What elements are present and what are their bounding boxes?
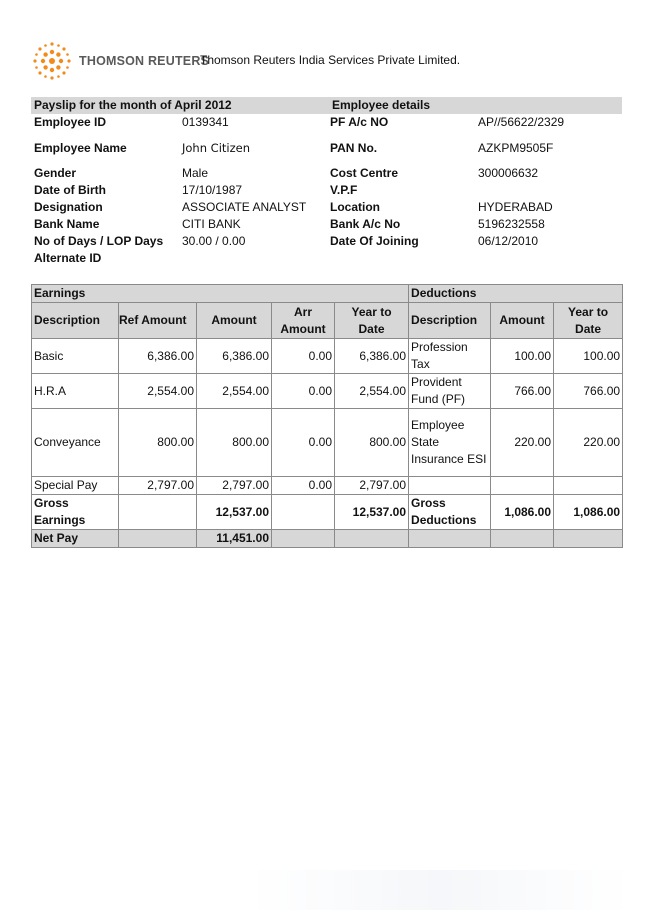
gross-deductions-label: Gross Deductions xyxy=(409,495,491,530)
column-header: Description xyxy=(32,303,119,339)
column-header: Description xyxy=(409,303,491,339)
table-row xyxy=(32,477,623,495)
detail-value: AP//56622/2329 xyxy=(478,115,565,129)
detail-label: No of Days / LOP Days xyxy=(34,234,164,248)
empty-cell xyxy=(119,495,197,530)
deduction-amount: 100.00 xyxy=(491,339,554,374)
deduction-amount: 766.00 xyxy=(491,374,554,409)
ref-amount: 2,797.00 xyxy=(119,477,197,495)
scan-artifact xyxy=(250,870,630,910)
deduction-ytd xyxy=(554,477,623,495)
empty-cell xyxy=(119,530,197,548)
deduction-amount: 220.00 xyxy=(491,409,554,477)
deduction-description xyxy=(409,477,491,495)
earning-description: H.R.A xyxy=(32,374,119,409)
deduction-description: Profession Tax xyxy=(409,339,491,374)
net-pay-amount: 11,451.00 xyxy=(197,530,272,548)
amount: 800.00 xyxy=(197,409,272,477)
column-header-row xyxy=(32,303,623,339)
column-header: Year to Date xyxy=(335,303,409,339)
year-to-date: 2,554.00 xyxy=(335,374,409,409)
deduction-ytd: 100.00 xyxy=(554,339,623,374)
year-to-date: 800.00 xyxy=(335,409,409,477)
table-row xyxy=(32,374,623,409)
table-row xyxy=(32,409,623,477)
detail-row xyxy=(31,131,622,165)
arr-amount: 0.00 xyxy=(272,477,335,495)
earnings-deductions-table xyxy=(31,284,623,548)
detail-value: 300006632 xyxy=(478,166,539,180)
earnings-title: Earnings xyxy=(32,285,409,303)
detail-row xyxy=(31,250,622,267)
payslip-month-heading: Payslip for the month of April 2012 xyxy=(34,98,232,112)
net-pay-row xyxy=(32,530,623,548)
detail-value xyxy=(478,182,618,199)
column-header: Arr Amount xyxy=(272,303,335,339)
detail-value: AZKPM9505F xyxy=(478,141,554,155)
gross-deductions-amount: 1,086.00 xyxy=(491,495,554,530)
logo-text: THOMSON REUTERS xyxy=(79,54,210,68)
detail-row xyxy=(31,165,622,182)
detail-value: 0139341 xyxy=(182,115,229,129)
details-header-band xyxy=(31,97,622,114)
detail-value: ASSOCIATE ANALYST xyxy=(182,200,307,214)
earning-description: Conveyance xyxy=(32,409,119,477)
detail-value: HYDERABAD xyxy=(478,200,553,214)
deduction-description: Provident Fund (PF) xyxy=(409,374,491,409)
arr-amount: 0.00 xyxy=(272,339,335,374)
year-to-date: 2,797.00 xyxy=(335,477,409,495)
detail-value xyxy=(182,250,330,267)
deduction-ytd: 766.00 xyxy=(554,374,623,409)
detail-label: Cost Centre xyxy=(330,166,399,180)
amount: 2,554.00 xyxy=(197,374,272,409)
column-header: Ref Amount xyxy=(119,303,197,339)
thomson-reuters-logo-icon xyxy=(31,40,73,82)
gross-earnings-label: Gross Earnings xyxy=(32,495,119,530)
gross-deductions-ytd: 1,086.00 xyxy=(554,495,623,530)
detail-label: Employee ID xyxy=(34,115,107,129)
deductions-title: Deductions xyxy=(409,285,623,303)
detail-label: Date Of Joining xyxy=(330,234,419,248)
empty-cell xyxy=(335,530,409,548)
detail-value: CITI BANK xyxy=(182,217,241,231)
ref-amount: 800.00 xyxy=(119,409,197,477)
detail-label: Date of Birth xyxy=(34,183,106,197)
empty-cell xyxy=(491,530,554,548)
empty-cell xyxy=(272,530,335,548)
detail-row xyxy=(31,233,622,250)
detail-row xyxy=(31,114,622,131)
detail-row xyxy=(31,199,622,216)
detail-label: Bank A/c No xyxy=(330,217,401,231)
detail-value: 30.00 / 0.00 xyxy=(182,234,246,248)
detail-label: Location xyxy=(330,200,380,214)
detail-label: PAN No. xyxy=(330,141,378,155)
detail-label: PF A/c NO xyxy=(330,115,389,129)
detail-label: Employee Name xyxy=(34,141,127,155)
empty-cell xyxy=(554,530,623,548)
amount: 2,797.00 xyxy=(197,477,272,495)
employee-details-heading: Employee details xyxy=(332,98,431,112)
amount: 6,386.00 xyxy=(197,339,272,374)
detail-label: Gender xyxy=(34,166,77,180)
detail-row xyxy=(31,216,622,233)
arr-amount: 0.00 xyxy=(272,409,335,477)
gross-earnings-amount: 12,537.00 xyxy=(197,495,272,530)
arr-amount: 0.00 xyxy=(272,374,335,409)
ref-amount: 6,386.00 xyxy=(119,339,197,374)
gross-earnings-ytd: 12,537.00 xyxy=(335,495,409,530)
detail-label: V.P.F xyxy=(330,183,358,197)
deduction-amount xyxy=(491,477,554,495)
ref-amount: 2,554.00 xyxy=(119,374,197,409)
section-title-row xyxy=(32,285,623,303)
detail-label: Alternate ID xyxy=(34,251,102,265)
detail-value: John Citizen xyxy=(182,141,250,155)
column-header: Year to Date xyxy=(554,303,623,339)
table-row xyxy=(32,339,623,374)
empty-cell xyxy=(272,495,335,530)
gross-row xyxy=(32,495,623,530)
deduction-ytd: 220.00 xyxy=(554,409,623,477)
column-header: Amount xyxy=(197,303,272,339)
detail-value: 5196232558 xyxy=(478,217,545,231)
employee-details xyxy=(31,97,622,267)
net-pay-label: Net Pay xyxy=(32,530,119,548)
earning-description: Special Pay xyxy=(32,477,119,495)
deduction-description: Employee State Insurance ESI xyxy=(409,409,491,477)
company-name: Thomson Reuters India Services Private Limited. xyxy=(200,53,461,67)
detail-label: Designation xyxy=(34,200,103,214)
detail-label xyxy=(330,250,478,267)
column-header: Amount xyxy=(491,303,554,339)
year-to-date: 6,386.00 xyxy=(335,339,409,374)
company-header xyxy=(31,36,209,86)
detail-value xyxy=(478,250,618,267)
detail-value: 17/10/1987 xyxy=(182,183,243,197)
detail-value: 06/12/2010 xyxy=(478,234,539,248)
detail-label: Bank Name xyxy=(34,217,100,231)
detail-value: Male xyxy=(182,166,209,180)
earning-description: Basic xyxy=(32,339,119,374)
detail-row xyxy=(31,182,622,199)
empty-cell xyxy=(409,530,491,548)
